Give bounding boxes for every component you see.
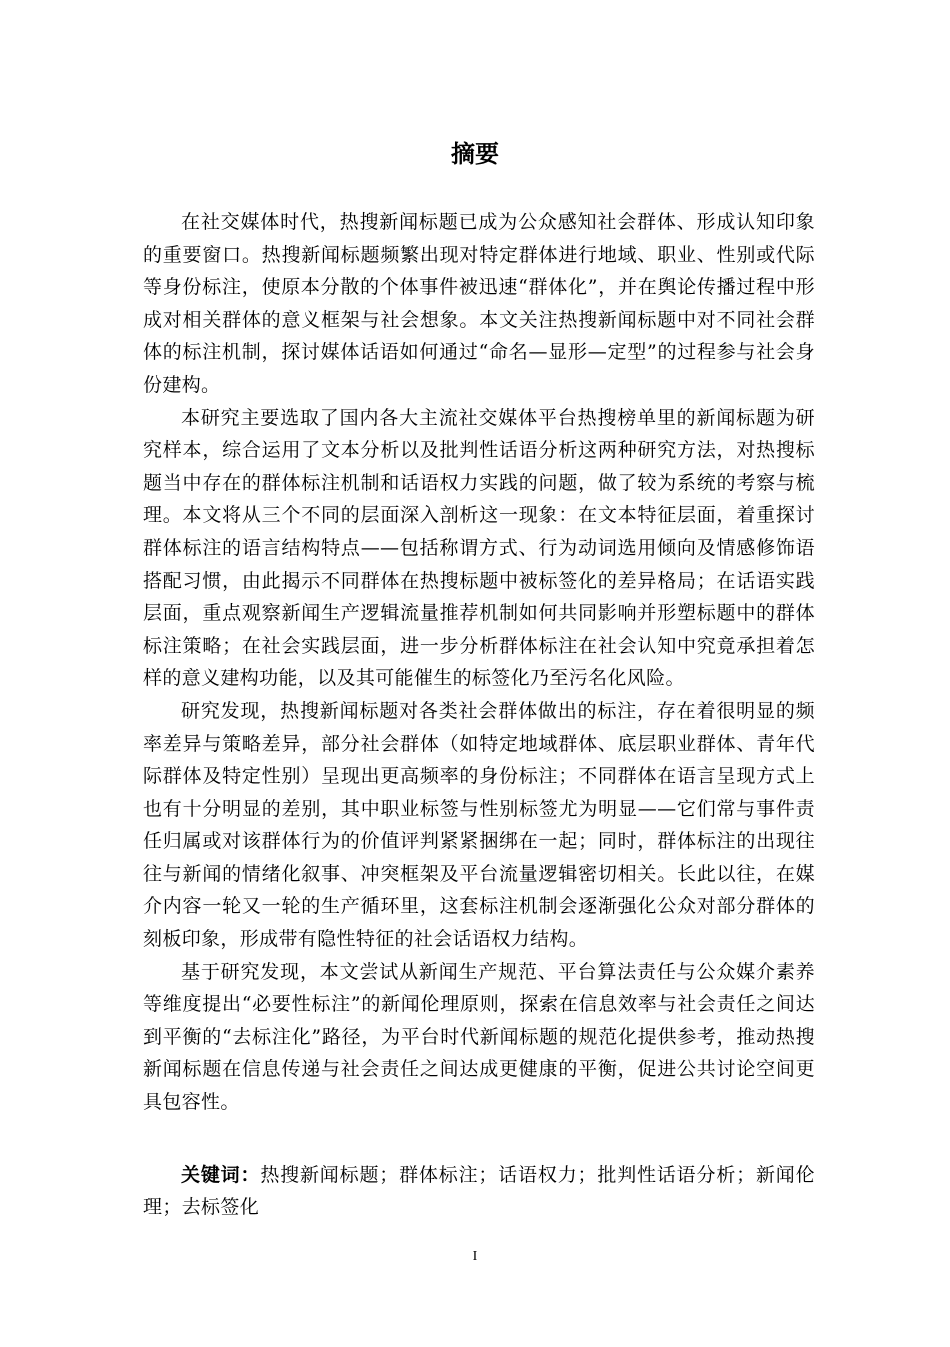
keywords-line bbox=[143, 1159, 815, 1224]
abstract-paragraph-3: 研究发现，热搜新闻标题对各类社会群体做出的标注，存在着很明显的频率差异与策略差异，部分社会群体（如特定地域群体、底层职业群体、青年代际群体及特定性别）呈现出更高频率的身份标注；不同群体在语言呈现方式上也有十分明显的差别，其中职业标签与性别标签尤为明显——它们常与事件责任归属或对该群体行为的价值评判紧紧捆绑在一起；同时，群体标注的出现往往与新闻的情绪化叙事、冲突框架及平台流量逻辑密切相关。长此以往，在媒介内容一轮又一轮的生产循环里，这套标注机制会逐渐强化公众对部分群体的刻板印象，形成带有隐性特征的社会话语权力结构。 bbox=[143, 699, 815, 951]
abstract-body bbox=[143, 206, 815, 1224]
abstract-paragraph-4: 基于研究发现，本文尝试从新闻生产规范、平台算法责任与公众媒介素养等维度提出“必要性标注”的新闻伦理原则，探索在信息效率与社会责任之间达到平衡的“去标注化”路径，为平台时代新闻标题的规范化提供参考，推动热搜新闻标题在信息传递与社会责任之间达成更健康的平衡，促进公共讨论空间更具包容性。 bbox=[143, 960, 815, 1114]
abstract-paragraph-2: 本研究主要选取了国内各大主流社交媒体平台热搜榜单里的新闻标题为研究样本，综合运用了文本分析以及批判性话语分析这两种研究方法，对热搜标题当中存在的群体标注机制和话语权力实践的问题，做了较为系统的考察与梳理。本文将从三个不同的层面深入剖析这一现象：在文本特征层面，着重探讨群体标注的语言结构特点——包括称谓方式、行为动词选用倾向及情感修饰语搭配习惯，由此揭示不同群体在热搜标题中被标签化的差异格局；在话语实践层面，重点观察新闻生产逻辑流量推荐机制如何共同影响并形塑标题中的群体标注策略；在社会实践层面，进一步分析群体标注在社会认知中究竟承担着怎样的意义建构功能，以及其可能催生的标签化乃至污名化风险。 bbox=[143, 406, 815, 690]
keywords-label: 关键词： bbox=[181, 1163, 261, 1186]
page-number: I bbox=[472, 1249, 478, 1264]
abstract-paragraph-1: 在社交媒体时代，热搜新闻标题已成为公众感知社会群体、形成认知印象的重要窗口。热搜新闻标题频繁出现对特定群体进行地域、职业、性别或代际等身份标注，使原本分散的个体事件被迅速“群体化”，并在舆论传播过程中形成对相关群体的意义框架与社会想象。本文关注热搜新闻标题中对不同社会群体的标注机制，探讨媒体话语如何通过“命名—显形—定型”的过程参与社会身份建构。 bbox=[143, 211, 815, 396]
page-title: 摘要 bbox=[451, 140, 499, 168]
keywords-text: 热搜新闻标题；群体标注；话语权力；批判性话语分析；新闻伦理；去标签化 bbox=[143, 1163, 815, 1219]
